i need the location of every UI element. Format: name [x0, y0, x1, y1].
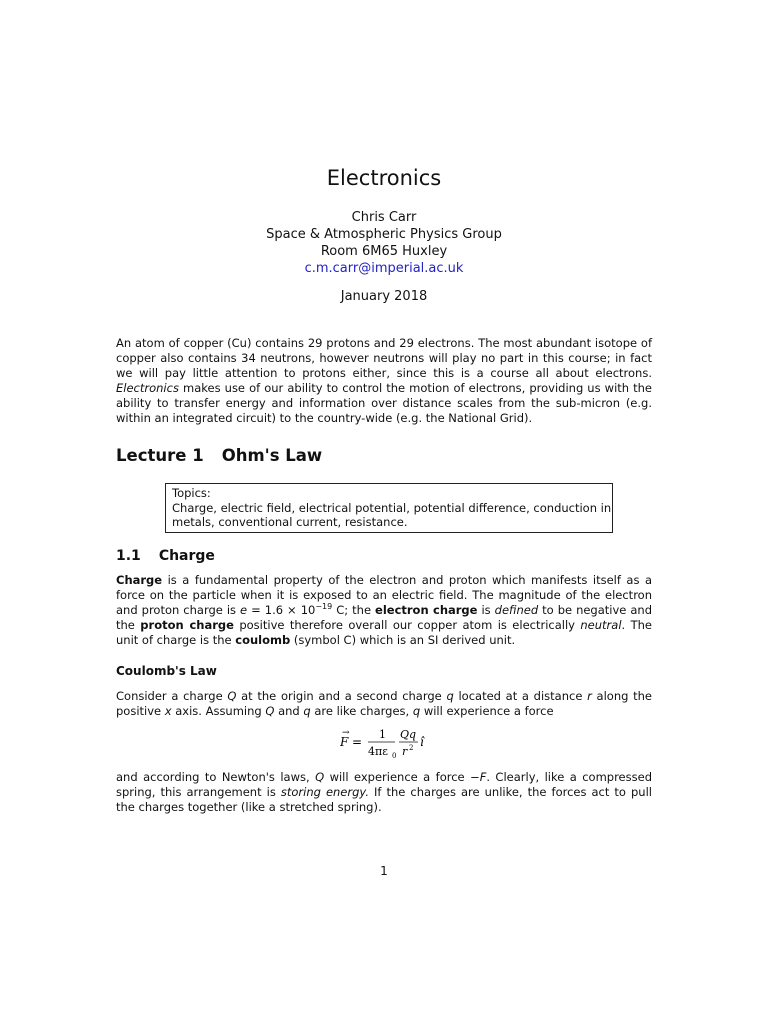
symbol-q: q	[446, 689, 454, 703]
term-proton-charge: proton charge	[140, 618, 234, 632]
coulomb2-text-a: and according to Newton's laws,	[116, 770, 316, 784]
document-title: Electronics	[326, 166, 442, 190]
eq-num2: Qq	[400, 728, 417, 741]
lecture-number: Lecture 1	[116, 446, 204, 465]
symbol-Q: Q	[315, 770, 325, 784]
topics-box	[165, 483, 613, 533]
intro-text-1: An atom of copper (Cu) contains 29 protons and 29 electrons. The most abundant isotope of copper also contains 34 neutrons, however neutrons will play no part in this course; in fact we will pay little attention to protons either, since this is a course all about electrons.	[116, 336, 652, 380]
coulomb2-text-c: . Clearly, like a compressed spring, this arrangement is	[116, 770, 652, 799]
section-heading	[116, 548, 215, 564]
intro-emphasis: Electronics	[116, 381, 179, 395]
symbol-F: F	[479, 770, 487, 784]
symbol-Q: Q	[227, 689, 237, 703]
lecture-name: Ohm's Law	[221, 446, 323, 465]
author-block	[0, 209, 768, 277]
coulomb-equation	[340, 726, 450, 760]
charge-unit-text: C; the	[332, 603, 376, 617]
coulomb-paragraph-1	[116, 689, 652, 719]
charge-value: = 1.6 × 10	[247, 603, 316, 617]
coulomb-text-b: at the origin and a second charge	[236, 689, 447, 703]
coulomb-text-c: located at a distance	[453, 689, 588, 703]
eq-lhs-F: F	[340, 735, 349, 749]
topics-heading: Topics:	[172, 486, 211, 500]
symbol-q: q	[412, 704, 421, 718]
emph-neutral: neutral	[580, 618, 622, 632]
eq-den1-sub: 0	[392, 752, 397, 760]
term-coulomb: coulomb	[235, 633, 291, 647]
symbol-q: q	[303, 704, 311, 718]
author-room: Room 6M65 Huxley	[320, 244, 448, 259]
intro-text-2: makes use of our ability to control the motion of electrons, providing us with the ability to transfer energy and information over distance scales from the sub-micron (e.g. within an integrated circuit) to the country-wide (e.g. the National Grid).	[116, 381, 653, 425]
charge-text-5: . The unit of charge is the	[116, 618, 652, 647]
coulomb2-text-d: If the charges are unlike, the forces act to pull the charges together (like a stretched spring).	[116, 785, 652, 814]
eq-den2-sup: 2	[409, 744, 414, 752]
author-email-link[interactable]: c.m.carr@imperial.ac.uk	[304, 261, 464, 276]
eq-den2: r	[402, 745, 408, 758]
page-number: 1	[380, 864, 388, 878]
coulomb-text-f: and	[274, 704, 304, 718]
charge-text-2: is	[477, 603, 495, 617]
intro-paragraph	[116, 336, 652, 426]
charge-exponent: −19	[315, 602, 333, 611]
subsection-heading: Coulomb's Law	[116, 664, 217, 678]
section-name: Charge	[158, 548, 215, 564]
charge-text-1: is a fundamental property of the electron and proton which manifests itself as a force on the particle when it is exposed to an electric field. The magnitude of the electron and proton charge is	[116, 573, 652, 617]
coulomb-paragraph-2	[116, 770, 652, 815]
section-number: 1.1	[116, 548, 141, 564]
charge-text-6: (symbol C) which is an SI derived unit.	[290, 633, 516, 647]
symbol-x: x	[164, 704, 172, 718]
author-name: Chris Carr	[351, 210, 417, 225]
symbol-Q: Q	[265, 704, 275, 718]
document-date: January 2018	[340, 289, 428, 304]
lecture-heading	[116, 446, 322, 465]
coulomb2-text-b: will experience a force −	[324, 770, 480, 784]
coulomb-text-g: are like charges,	[310, 704, 413, 718]
coulomb-text-h: will experience a force	[420, 704, 554, 718]
charge-paragraph	[116, 573, 652, 648]
coulomb-text-e: axis. Assuming	[171, 704, 266, 718]
author-group: Space & Atmospheric Physics Group	[266, 227, 502, 242]
coulomb-text-a: Consider a charge	[116, 689, 228, 703]
charge-text-3: to be negative and the	[116, 603, 653, 632]
term-charge: Charge	[116, 573, 163, 587]
eq-num1: 1	[379, 728, 386, 741]
emph-defined: defined	[494, 603, 539, 617]
term-electron-charge: electron charge	[375, 603, 478, 617]
coulomb-text-d: along the positive	[116, 689, 652, 718]
symbol-e: e	[240, 603, 248, 617]
eq-vector-arrow: →	[342, 728, 350, 738]
topics-line-2: metals, conventional current, resistance.	[172, 515, 408, 529]
topics-line-1: Charge, electric field, electrical potential, potential difference, conduction in	[172, 500, 612, 515]
eq-den1: 4πε	[368, 745, 388, 758]
symbol-r: r	[587, 689, 592, 703]
charge-text-4: positive therefore overall our copper atom is electrically	[233, 618, 581, 632]
emph-storing-energy: storing energy.	[280, 785, 369, 799]
eq-equals: =	[352, 735, 363, 749]
eq-unit-vector: î	[420, 735, 424, 749]
